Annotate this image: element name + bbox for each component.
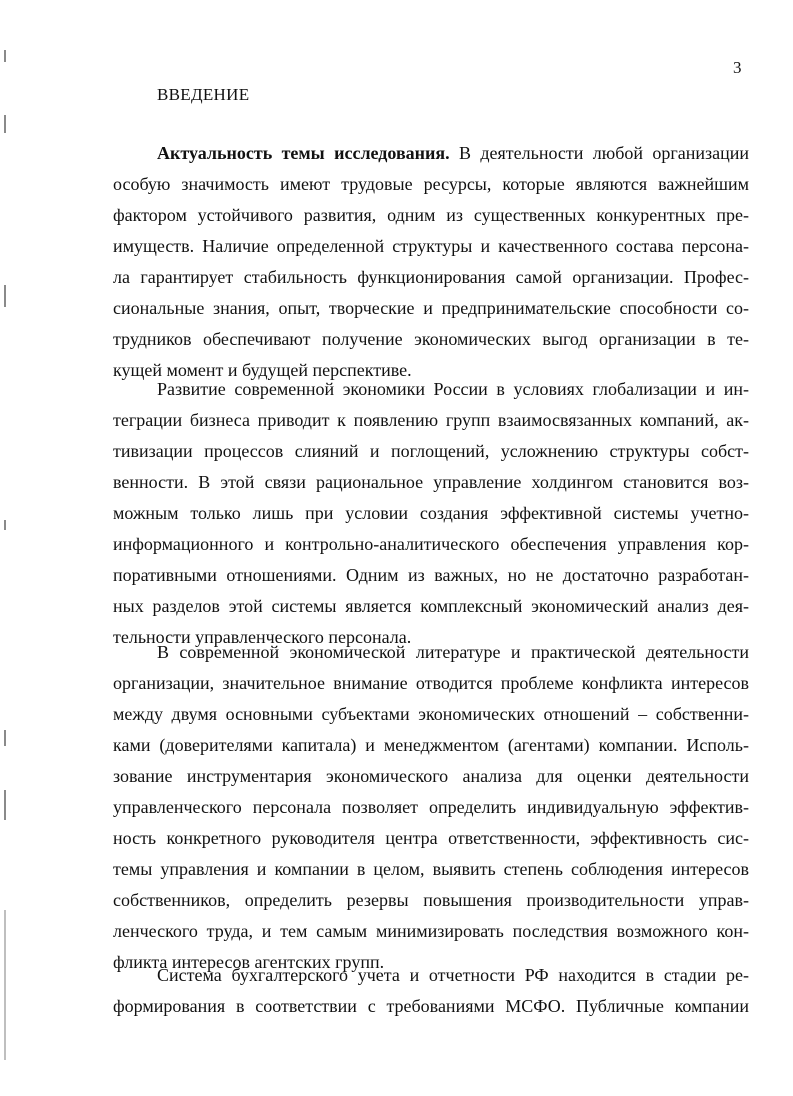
text-line: венности. В этой связи рациональное управление холдингом становится воз- (113, 472, 749, 492)
text-line: зование инструментария экономического анализа для оценки деятельности (113, 766, 749, 786)
text-line: ла гарантирует стабильность функционирования самой организации. Профес- (113, 267, 749, 287)
scan-artifact (4, 790, 6, 820)
paragraph-economy (113, 374, 749, 653)
text-line: ками (доверителями капитала) и менеджментом (агентами) компании. Исполь- (113, 735, 749, 755)
text-line: сиональные знания, опыт, творческие и предпринимательские способности со- (113, 298, 749, 318)
text-line: организации, значительное внимание отводится проблеме конфликта интересов (113, 673, 749, 693)
text-line: ность конкретного руководителя центра ответственности, эффективность сис- (113, 828, 749, 848)
text-line: собственников, определить резервы повышения производительности управ- (113, 890, 749, 910)
text-line: Система бухгалтерского учета и отчетности РФ находится в стадии ре- (157, 965, 749, 985)
paragraph-conflict (113, 637, 749, 978)
text-line: кущей момент и будущей перспективе. (113, 360, 412, 380)
text-line: ленческого труда, и тем самым минимизировать последствия возможного кон- (113, 921, 749, 941)
paragraph-relevance (113, 138, 749, 386)
paragraph-accounting (113, 960, 749, 1022)
text-line: тельности управленческого персонала. (113, 627, 412, 647)
text-line: между двумя основными субъектами экономических отношений – собственни- (113, 704, 749, 724)
text-line: формирования в соответствии с требованиями МСФО. Публичные компании (113, 996, 749, 1016)
text-line: Развитие современной экономики России в условиях глобализации и ин- (157, 379, 749, 399)
text-line: трудников обеспечивают получение экономических выгод организации в те- (113, 329, 749, 349)
text-line: фактором устойчивого развития, одним из существенных конкурентных пре- (113, 205, 749, 225)
text-line: имуществ. Наличие определенной структуры и качественного состава персона- (113, 236, 749, 256)
text-line: В современной экономической литературе и практической деятельности (157, 642, 749, 662)
scan-artifact (4, 115, 6, 133)
scan-artifact (4, 50, 6, 62)
text-line: особую значимость имеют трудовые ресурсы, которые являются важнейшим (113, 174, 749, 194)
text-line: тивизации процессов слияний и поглощений, усложнению структуры собст- (113, 441, 749, 461)
text-line: ных разделов этой системы является комплексный экономический анализ дея- (113, 596, 749, 616)
text-line: Актуальность темы исследования. В деятельности любой организации (157, 143, 749, 163)
scan-artifact (4, 730, 6, 746)
scan-artifact (4, 910, 6, 1060)
text-line: поративными отношениями. Одним из важных, но не достаточно разработан- (113, 565, 749, 585)
text-line: можным только лишь при условии создания эффективной системы учетно- (113, 503, 749, 523)
scan-artifact (4, 285, 6, 307)
text-line: темы управления и компании в целом, выявить степень соблюдения интересов (113, 859, 749, 879)
text-line: фликта интересов агентских групп. (113, 952, 385, 972)
lead-phrase: Актуальность темы исследования. (157, 143, 450, 163)
scan-artifact (4, 520, 6, 530)
text-line: информационного и контрольно-аналитического обеспечения управления кор- (113, 534, 749, 554)
page-number: 3 (733, 58, 742, 77)
text-line: теграции бизнеса приводит к появлению групп взаимосвязанных компаний, ак- (113, 410, 749, 430)
section-heading: ВВЕДЕНИЕ (157, 85, 250, 104)
text-line: управленческого персонала позволяет определить индивидуальную эффектив- (113, 797, 749, 817)
